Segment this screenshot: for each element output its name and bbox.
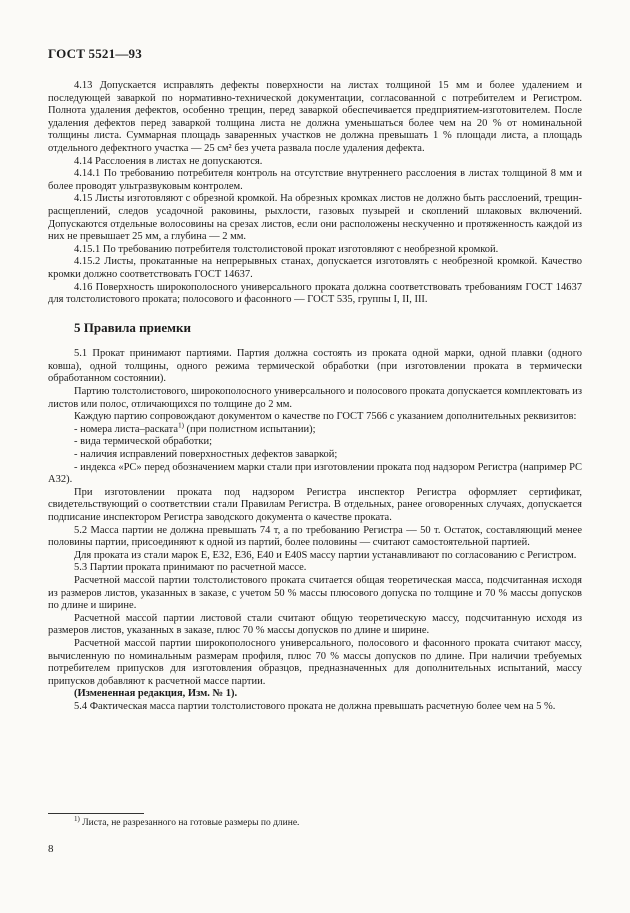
paragraph-4-15-2: 4.15.2 Листы, прокатанные на непрерывных станах, допускается изготовлять с необрезной кромкой. Качество кромки должно соответствовать ГОСТ 14637.	[48, 256, 582, 280]
list-item-rs-index: - индекса «PC» перед обозначением марки стали при изготовлении проката под надзором Регистра (например PC A32).	[48, 461, 582, 486]
paragraph-register-certificate: При изготовлении проката под надзором Регистра инспектор Регистра оформляет сертификат, свидетельствующий о соответствии стали Правилам Регистра. В отдельных, ранее оговоренных случаях, допускается подписание инспектором Регистра заводского документа о качестве проката.	[48, 486, 582, 523]
page-content	[48, 80, 582, 714]
footnote-reference: 1)	[178, 421, 184, 430]
page-number: 8	[48, 843, 54, 855]
paragraph-5-4: 5.4 Фактическая масса партии толстолистового проката не должна превышать расчетную более чем на 5 %.	[74, 700, 556, 712]
list-item-weld-repair: - наличия исправлений поверхностных дефектов заваркой;	[74, 449, 338, 461]
paragraph-sheet-mass: Расчетной массой партии листовой стали считают общую теоретическую массу, подсчитанную исходя из размеров листов, указанных в заказе, плюс 70 % массы допусков по длине и ширине.	[48, 612, 582, 637]
paragraph-4-14: 4.14 Расслоения в листах не допускаются.	[74, 155, 263, 167]
footnote-divider	[48, 813, 144, 814]
paragraph-quality-document: Каждую партию сопровождают документом о качестве по ГОСТ 7566 с указанием дополнительных реквизитов:	[74, 411, 577, 423]
list-item-heat-treatment: - вида термической обработки;	[74, 436, 213, 448]
paragraph-4-13: 4.13 Допускается исправлять дефекты поверхности на листах толщиной 15 мм и более удалением и последующей заваркой по нормативно-технической документации, согласованной с потребителем и Регистром. Полнота удаления дефектов, особенно трещин, перед заваркой обеспечивается предприятием-изготовителем. После удаления дефектов перед заваркой толщина листа не должна уменьшаться более чем на 20 % от номинальной толщины листа. Суммарная площадь заваренных участков не должна превышать 1 % площади листа, а площадь отдельного дефектного участка — 25 см² без учета развала после удаления дефекта.	[48, 80, 582, 154]
list-item-sheet-number	[48, 421, 582, 437]
paragraph-plate-mass: Расчетной массой партии толстолистового проката считается общая теоретическая масса, подсчитанная исходя из размеров листов, указанных в заказе, с учетом 50 % массы плюсового допуска по толщине и 70 % массы допусков по длине и ширине.	[48, 574, 582, 612]
paragraph-4-16: 4.16 Поверхность широкополосного универсального проката должна соответствовать требованиям ГОСТ 14637 для толстолистового проката; полосового и фасонного — ГОСТ 535, группы I, II, III.	[48, 281, 582, 306]
paragraph-strip-mass: Расчетной массой партии широкополосного универсального, полосового и фасонного проката считают массу, вычисленную по номинальным размерам профиля, плюс 70 % массы допусков по длине. При наличии требуемых потребителем припусков для изготовления образцов, предназначенных для дополнительных испытаний, массу припусков добавляют к расчетной массе партии.	[48, 637, 582, 687]
footnote-text: Листа, не разрезанного на готовые размеры по длине.	[79, 818, 300, 828]
footnote-marker: 1)	[74, 814, 80, 823]
paragraph-5-3: 5.3 Партии проката принимают по расчетной массе.	[74, 562, 307, 574]
amendment-note: (Измененная редакция, Изм. № 1).	[74, 688, 238, 700]
document-code-header: ГОСТ 5521—93	[48, 46, 142, 61]
paragraph-4-15: 4.15 Листы изготовляют с обрезной кромкой. На обрезных кромках листов не должно быть расслоений, трещин-расщеплений, следов усадочной раковины, рыхлости, газовых пузырей и скоплений шлаковых включений. Допускаются отдельные волосовины на срезах листов, если они расположены нескученно и протяженность каждой из них не превышает 25 мм, а глубина — 2 мм.	[48, 193, 582, 243]
paragraph-5-2: 5.2 Масса партии не должна превышать 74 т, а по требованию Регистра — 50 т. Остаток, составляющий менее половины партии, присоединяют к одной из партий, более половины — считают самостоятельной партией.	[48, 524, 582, 549]
paragraph-4-15-1: 4.15.1 По требованию потребителя толстолистовой прокат изготовляют с необрезной кромкой.	[74, 243, 499, 255]
section-title: 5 Правила приемки	[74, 319, 191, 335]
paragraph-5-1: 5.1 Прокат принимают партиями. Партия должна состоять из проката одной марки, одной плавки (одного ковша), одной толщины, одного режима термической обработки (при изготовлении проката в термически обработанном состоянии).	[48, 348, 582, 385]
paragraph-4-14-1: 4.14.1 По требованию потребителя контроль на отсутствие внутреннего расслоения в листах толщиной 8 мм и более проводят ультразвуковым контролем.	[48, 168, 582, 192]
list-item-text: - номера листа–раската	[74, 423, 179, 435]
paragraph-steel-grades: Для проката из стали марок E, E32, E36, E40 и E40S массу партии устанавливают по согласованию с Регистром.	[74, 549, 577, 561]
footnote	[74, 814, 300, 828]
list-item-text-tail: (при полистном испытании);	[183, 423, 316, 435]
paragraph-batch-thickness: Партию толстолистового, широкополосного универсального и полосового проката допускается комплектовать из листов или полос, отличающихся по толщине до 2 мм.	[48, 386, 582, 410]
